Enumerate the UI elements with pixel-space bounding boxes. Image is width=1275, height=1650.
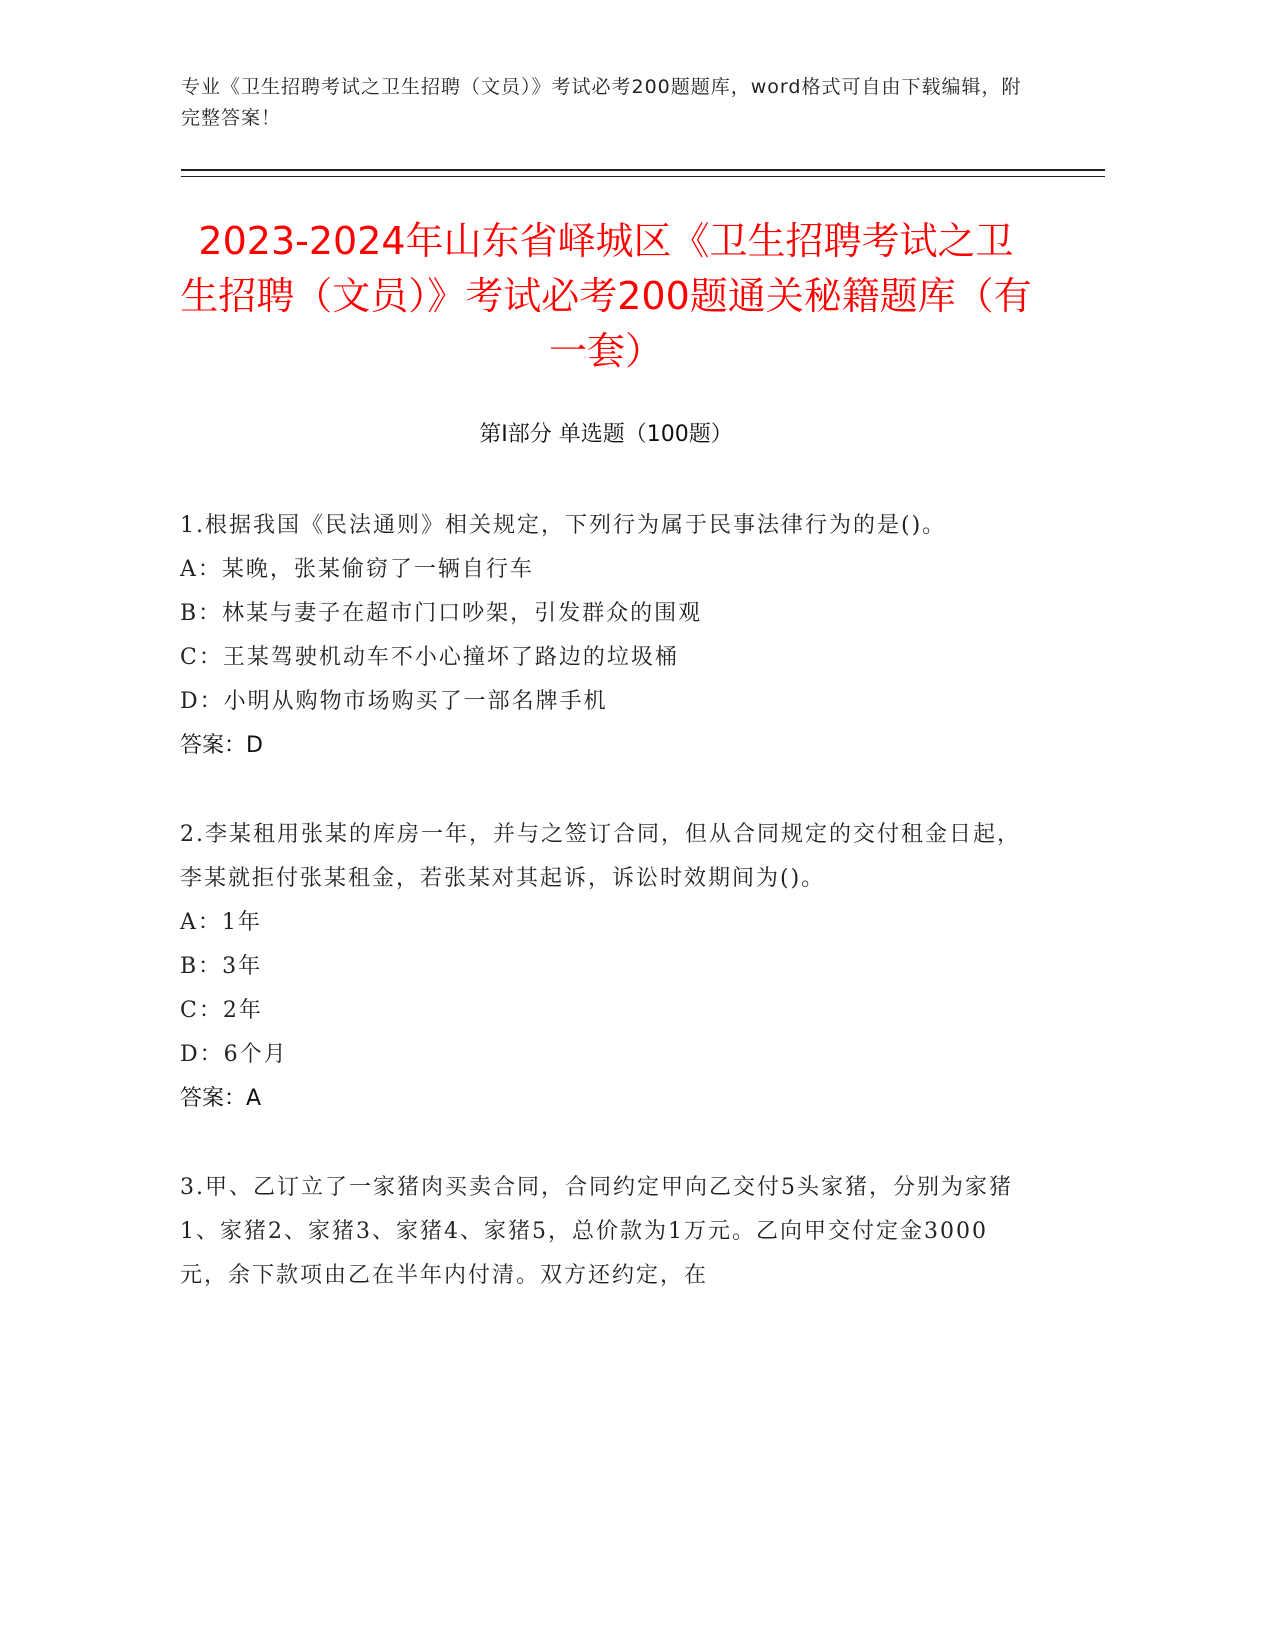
option-a: A：某晚，张某偷窃了一辆自行车 [180,557,534,582]
question-1 [180,504,1032,768]
section-heading: 第I部分 单选题（100题） [479,422,733,447]
question-2 [180,813,1032,1121]
question-stem: 3.甲、乙订立了一家猪肉买卖合同，合同约定甲向乙交付5头家猪，分别为家猪1、家猪2、家猪3、家猪4、家猪5，总价款为1万元。乙向甲交付定金3000元，余下款项由乙在半年内付清。双方还约定，在 [180,1175,1013,1288]
question-list [180,504,1032,1343]
option-d: D：小明从购物市场购买了一部名牌手机 [180,689,608,714]
question-stem: 2.李某租用张某的库房一年，并与之签订合同，但从合同规定的交付租金日起，李某就拒付张某租金，若张某对其起诉，诉讼时效期间为()。 [180,822,1021,891]
answer-line: 答案：D [180,733,263,758]
document-title: 2023-2024年山东省峄城区《卫生招聘考试之卫生招聘（文员）》考试必考200题通关秘籍题库（有一套） [180,219,1032,373]
header-divider-thick [181,169,1105,171]
header-note: 专业《卫生招聘考试之卫生招聘（文员）》考试必考200题题库，word格式可自由下载编辑，附完整答案！ [181,76,1022,129]
option-d: D：6个月 [180,1042,288,1067]
option-b: B：3年 [180,954,263,979]
answer-line: 答案：A [180,1086,262,1111]
option-c: C：王某驾驶机动车不小心撞坏了路边的垃圾桶 [180,645,679,670]
option-b: B：林某与妻子在超市门口吵架，引发群众的围观 [180,601,703,626]
option-a: A：1年 [180,910,262,935]
question-3 [180,1166,1032,1298]
option-c: C：2年 [180,998,263,1023]
question-stem: 1.根据我国《民法通则》相关规定，下列行为属于民事法律行为的是()。 [180,513,947,538]
header-divider-thin [181,176,1105,177]
